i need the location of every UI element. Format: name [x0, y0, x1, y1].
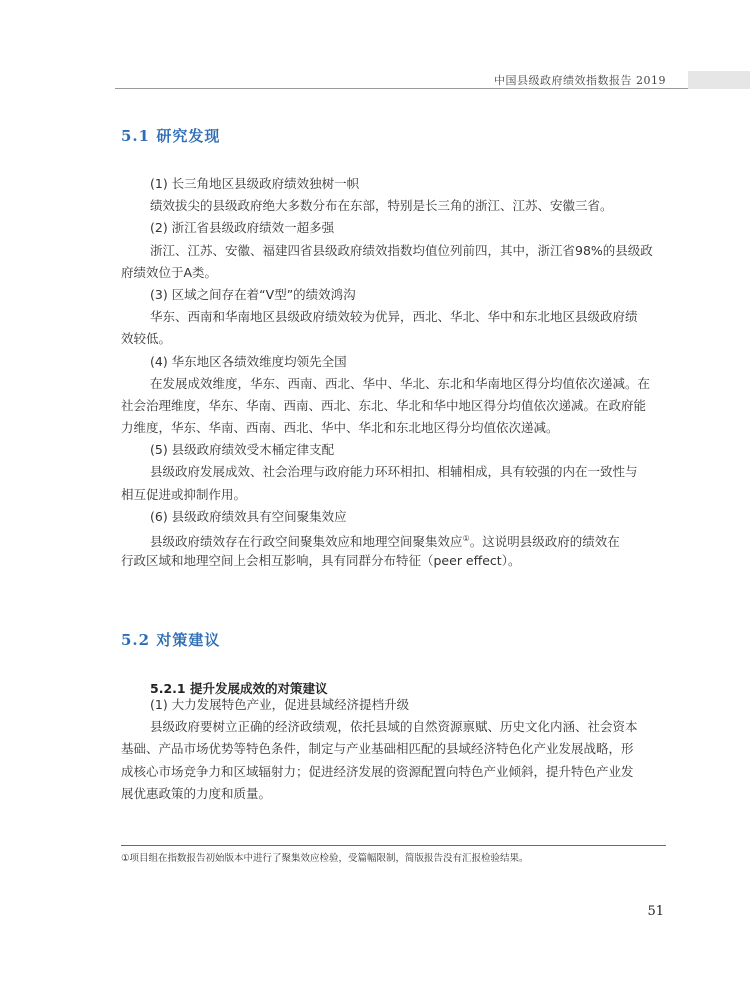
paragraph-text: 县级政府绩效存在行政空间聚集效应和地理空间聚集效应	[150, 534, 463, 550]
paragraph-line: 府绩效位于A类。	[121, 264, 218, 280]
header-rule	[115, 88, 688, 89]
paragraph-line: 基础、产品市场优势等特色条件，制定与产业基础相匹配的县域经济特色化产业发展战略，形	[121, 741, 634, 757]
paragraph-line: 相互促进或抑制作用。	[121, 486, 247, 502]
paragraph-line: 在发展成效维度，华东、西南、西北、华中、华北、东北和华南地区得分均值依次递减。在	[150, 375, 651, 391]
paragraph-line: 浙江、江苏、安徽、福建四省县级政府绩效指数均值位列前四，其中，浙江省98%的县级政	[150, 242, 653, 258]
paragraph-text: 。这说明县级政府的绩效在	[469, 534, 620, 550]
paragraph-line: 社会治理维度，华东、华南、西南、西北、东北、华北和华中地区得分均值依次递减。在政府能	[121, 397, 647, 413]
header-title: 中国县级政府绩效指数报告 2019	[494, 74, 666, 87]
section-heading-5-1: 5.1 研究发现	[121, 127, 221, 145]
paragraph-line: 行政区域和地理空间上会相互影响，具有同群分布特征（peer effect）。	[121, 553, 521, 569]
section-5-1-body	[121, 173, 661, 572]
paragraph-line: 展优惠政策的力度和质量。	[121, 785, 272, 801]
item-label: (1) 大力发展特色产业，促进县域经济提档升级	[150, 697, 410, 712]
subsection-heading-5-2-1: 5.2.1 提升发展成效的对策建议	[150, 681, 328, 696]
paragraph-line: 县级政府发展成效、社会治理与政府能力环环相扣、相辅相成，具有较强的内在一致性与	[150, 464, 638, 480]
paragraph-line: 华东、西南和华南地区县级政府绩效较为优异，西北、华北、华中和东北地区县级政府绩	[150, 309, 638, 325]
item-label: (6) 县级政府绩效具有空间聚集效应	[150, 508, 347, 524]
paragraph-line: 县级政府要树立正确的经济政绩观，依托县域的自然资源禀赋、历史文化内涵、社会资本	[150, 719, 638, 735]
footnote-rule	[121, 845, 666, 846]
paragraph-line: 绩效拔尖的县级政府绝大多数分布在东部，特别是长三角的浙江、江苏、安徽三省。	[150, 198, 613, 214]
item-label: (1) 长三角地区县级政府绩效独树一帜	[150, 176, 360, 191]
paragraph-line: 效较低。	[121, 331, 172, 347]
paragraph-line: 成核心市场竞争力和区域辐射力；促进经济发展的资源配置向特色产业倾斜，提升特色产业发	[121, 763, 634, 779]
item-label: (2) 浙江省县级政府绩效一超多强	[150, 220, 335, 236]
item-label: (5) 县级政府绩效受木桶定律支配	[150, 442, 335, 458]
paragraph-line: 力维度，华东、华南、西南、西北、华中、华北和东北地区得分均值依次递减。	[121, 420, 559, 436]
section-heading-5-2: 5.2 对策建议	[121, 631, 221, 649]
section-5-2-body	[121, 694, 661, 805]
footnote-marker[interactable]: ①	[462, 534, 470, 543]
page-number: 51	[647, 904, 664, 919]
item-label: (3) 区域之间存在着“V型”的绩效鸿沟	[150, 286, 356, 302]
item-label: (4) 华东地区各绩效维度均领先全国	[150, 353, 347, 369]
paragraph-line	[121, 528, 661, 550]
header-tab	[688, 71, 750, 89]
footnote: ①项目组在指数报告初始版本中进行了聚集效应检验，受篇幅限制，简版报告没有汇报检验结果。	[121, 853, 529, 864]
